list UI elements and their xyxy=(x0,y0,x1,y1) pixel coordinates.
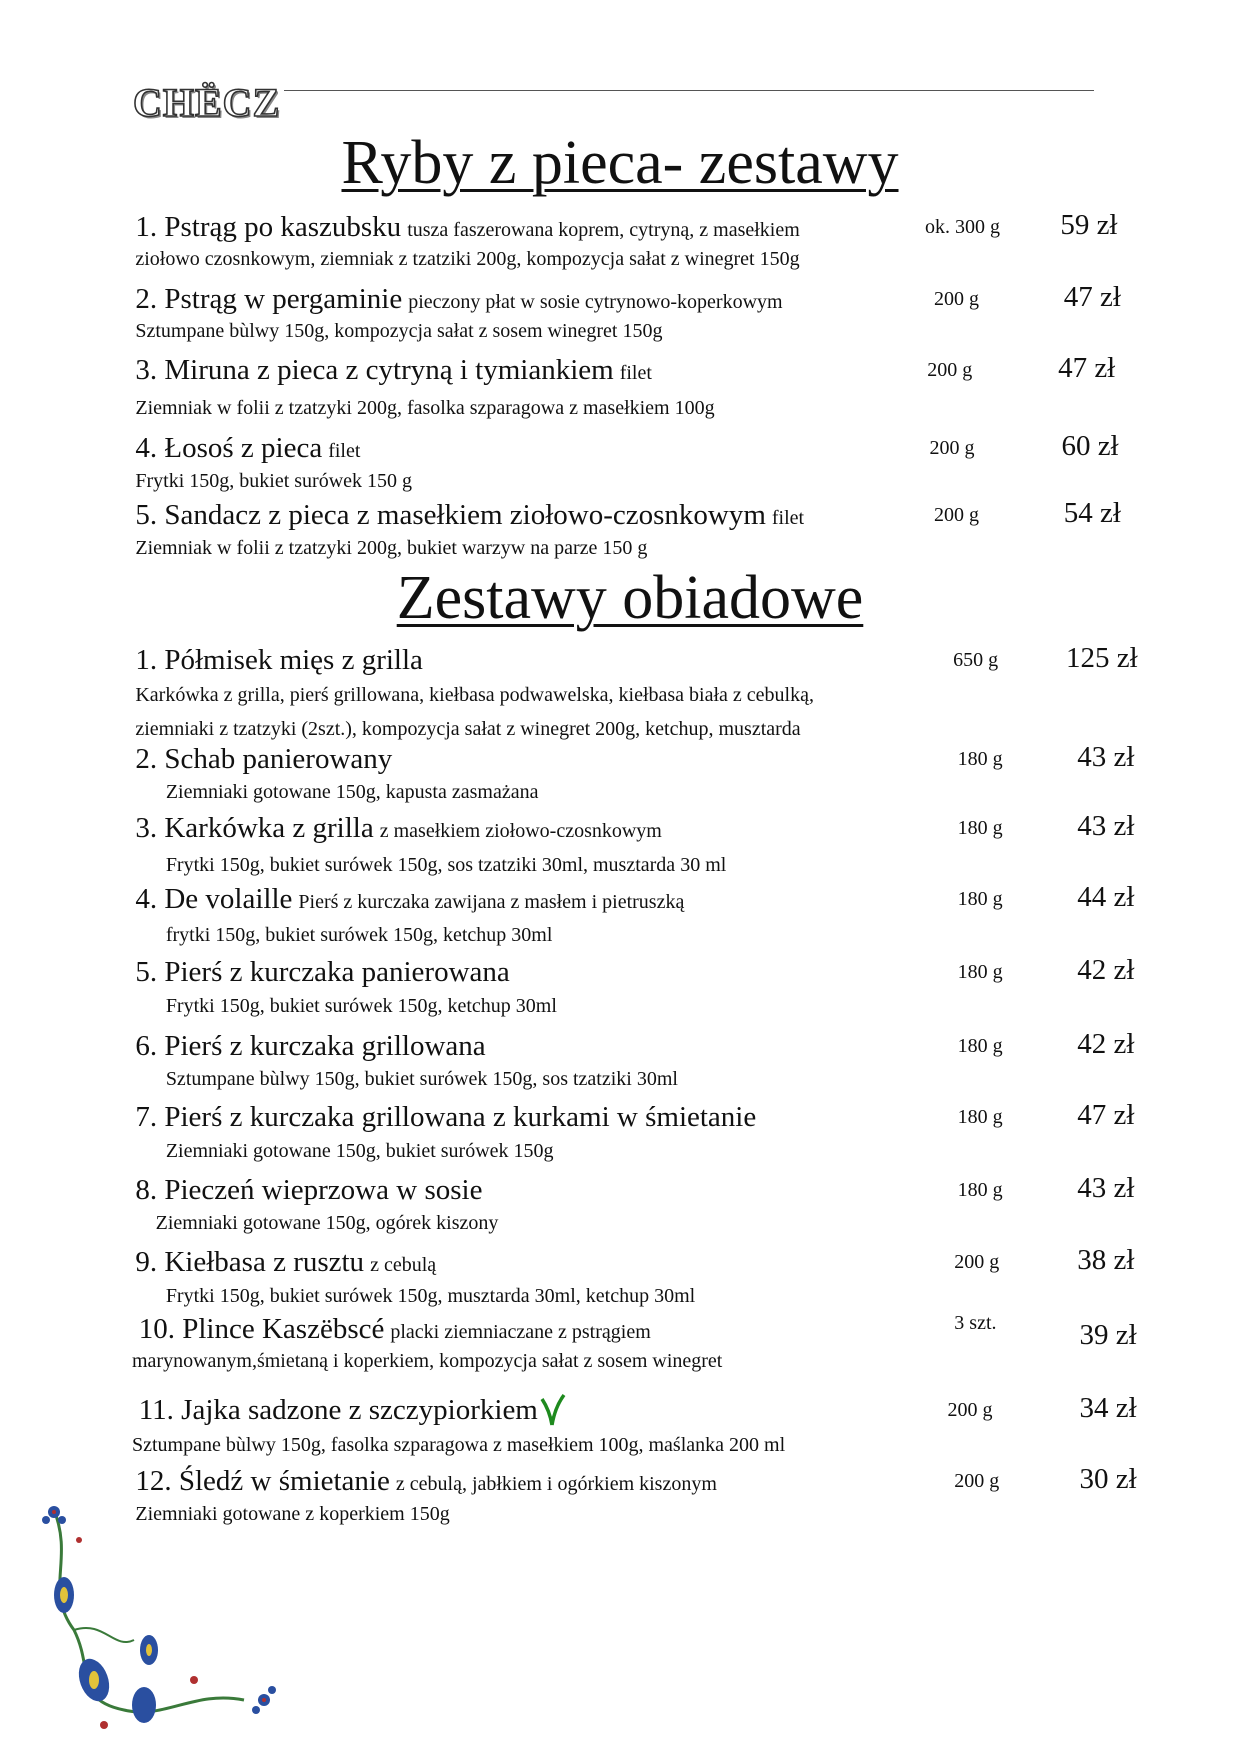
restaurant-logo: CHËCZ xyxy=(133,80,281,125)
item-description: frytki 150g, bukiet surówek 150g, ketchup 30ml xyxy=(165,924,553,947)
item-description: ziemniaki z tzatzyki (2szt.), kompozycja sałat z winegret 200g, ketchup, musztarda xyxy=(135,717,801,740)
item-description: Frytki 150g, bukiet surówek 150g, sos tzatziki 30ml, musztarda 30 ml xyxy=(165,854,727,877)
vegetarian-leaf-icon xyxy=(540,1393,566,1427)
item-weight: 200 g xyxy=(954,1251,1000,1274)
kashubian-floral-ornament xyxy=(34,1500,284,1735)
item-weight: 3 szt. xyxy=(954,1312,997,1335)
item-name: 2. Pstrąg w pergaminie xyxy=(135,282,403,315)
section-title-lunch-sets: Zestawy obiadowe xyxy=(396,564,864,632)
item-note: z masełkiem ziołowo-czosnkowym xyxy=(379,819,662,842)
item-name: 5. Sandacz z pieca z masełkiem ziołowo-czosnkowym xyxy=(135,499,766,532)
item-name: 1. Pstrąg po kaszubsku xyxy=(135,210,402,243)
item-name: 9. Kiełbasa z rusztu xyxy=(135,1246,365,1279)
item-description: Ziemniak w folii z tzatzyki 200g, fasolka szparagowa z masełkiem 100g xyxy=(135,397,715,420)
header-divider xyxy=(284,90,1094,91)
item-weight: 200 g xyxy=(933,504,979,527)
item-weight: 180 g xyxy=(957,816,1003,839)
item-price: 42 zł xyxy=(1077,1027,1135,1060)
item-weight: 180 g xyxy=(957,961,1003,984)
item-note: tusza faszerowana koprem, cytryną, z masełkiem xyxy=(407,218,800,241)
item-name: 7. Pierś z kurczaka grillowana z kurkami w śmietanie xyxy=(135,1100,757,1133)
item-note: filet xyxy=(619,361,652,384)
item-price: 43 zł xyxy=(1077,741,1135,774)
item-price: 47 zł xyxy=(1058,351,1116,384)
item-weight: 180 g xyxy=(957,1034,1003,1057)
item-note: z cebulą xyxy=(370,1254,437,1277)
item-description: Ziemniaki gotowane 150g, bukiet surówek 150g xyxy=(165,1139,554,1162)
item-description: marynowanym,śmietaną i koperkiem, kompozycja sałat z sosem winegret xyxy=(131,1350,723,1373)
item-description: Ziemniak w folii z tzatzyki 200g, bukiet warzyw na parze 150 g xyxy=(135,537,648,560)
menu-item-title-line xyxy=(135,882,684,921)
item-description: Sztumpane bùlwy 150g, fasolka szparagowa z masełkiem 100g, maślanka 200 ml xyxy=(131,1433,786,1456)
item-description: Frytki 150g, bukiet surówek 150g, ketchup 30ml xyxy=(165,995,557,1018)
item-description: ziołowo czosnkowym, ziemniak z tzatziki 200g, kompozycja sałat z winegret 150g xyxy=(135,248,800,271)
item-name: 4. De volaille xyxy=(135,883,293,916)
item-description: Ziemniaki gotowane 150g, ogórek kiszony xyxy=(155,1211,499,1234)
item-note: filet xyxy=(771,507,805,530)
item-price: 30 zł xyxy=(1079,1463,1137,1496)
item-description: Sztumpane bùlwy 150g, bukiet surówek 150g, sos tzatziki 30ml xyxy=(165,1068,678,1091)
item-price: 43 zł xyxy=(1077,1172,1135,1205)
item-name: 3. Miruna z pieca z cytryną i tymiankiem xyxy=(135,353,614,386)
item-weight: ok. 300 g xyxy=(924,215,1000,238)
item-price: 38 zł xyxy=(1077,1244,1135,1277)
item-weight: 180 g xyxy=(957,1179,1003,1202)
item-name: 8. Pieczeń wieprzowa w sosie xyxy=(135,1174,483,1207)
item-price: 125 zł xyxy=(1065,641,1138,674)
item-weight: 200 g xyxy=(933,287,979,310)
item-weight: 200 g xyxy=(927,358,973,381)
item-note: placki ziemniaczane z pstrągiem xyxy=(390,1320,651,1343)
item-note: filet xyxy=(328,439,361,462)
item-description: Karkówka z grilla, pierś grillowana, kiełbasa podwawelska, kiełbasa biała z cebulką, xyxy=(135,683,814,706)
item-note: pieczony płat w sosie cytrynowo-koperkowym xyxy=(408,290,783,313)
item-description: Frytki 150g, bukiet surówek 150 g xyxy=(135,469,413,492)
menu-item-title-line xyxy=(139,1393,566,1432)
item-price: 47 zł xyxy=(1077,1098,1135,1131)
item-price: 47 zł xyxy=(1063,280,1121,313)
item-weight: 200 g xyxy=(929,436,975,459)
item-price: 59 zł xyxy=(1060,208,1118,241)
item-weight: 200 g xyxy=(954,1470,1000,1493)
menu-item-title-line xyxy=(135,811,662,850)
item-price: 42 zł xyxy=(1077,954,1135,987)
item-name: 11. Jajka sadzone z szczypiorkiem xyxy=(138,1394,538,1426)
item-weight: 180 g xyxy=(957,1105,1003,1128)
item-description: Sztumpane bùlwy 150g, kompozycja sałat z sosem winegret 150g xyxy=(135,319,663,342)
item-name: 2. Schab panierowany xyxy=(135,743,393,776)
item-price: 44 zł xyxy=(1077,881,1135,914)
section-title-fish: Ryby z pieca- zestawy xyxy=(341,129,899,197)
item-price: 54 zł xyxy=(1063,497,1121,530)
item-weight: 180 g xyxy=(957,748,1003,771)
item-weight: 200 g xyxy=(947,1399,993,1421)
item-description: Ziemniaki gotowane z koperkiem 150g xyxy=(135,1502,450,1525)
item-name: 5. Pierś z kurczaka panierowana xyxy=(135,956,510,989)
item-price: 34 zł xyxy=(1079,1392,1137,1424)
item-name: 12. Śledź w śmietanie xyxy=(135,1465,390,1498)
item-name: 1. Półmisek mięs z grilla xyxy=(135,643,423,676)
item-description: Frytki 150g, bukiet surówek 150g, musztarda 30ml, ketchup 30ml xyxy=(165,1285,696,1308)
item-weight: 650 g xyxy=(953,648,999,671)
item-note: Pierś z kurczaka zawijana z masłem i pietruszką xyxy=(298,891,685,914)
item-price: 60 zł xyxy=(1061,429,1119,462)
item-note: z cebulą, jabłkiem i ogórkiem kiszonym xyxy=(395,1473,717,1496)
item-name: 4. Łosoś z pieca xyxy=(135,431,323,464)
menu-item-title-line xyxy=(135,353,652,392)
item-name: 6. Pierś z kurczaka grillowana xyxy=(135,1029,486,1062)
item-name: 10. Plince Kaszëbscé xyxy=(138,1312,385,1345)
item-description: Ziemniaki gotowane 150g, kapusta zasmażana xyxy=(165,780,539,803)
item-weight: 180 g xyxy=(957,888,1003,911)
item-price: 43 zł xyxy=(1077,809,1135,842)
item-price: 39 zł xyxy=(1079,1318,1137,1351)
menu-item-title-line xyxy=(135,643,423,682)
item-name: 3. Karkówka z grilla xyxy=(135,811,374,844)
